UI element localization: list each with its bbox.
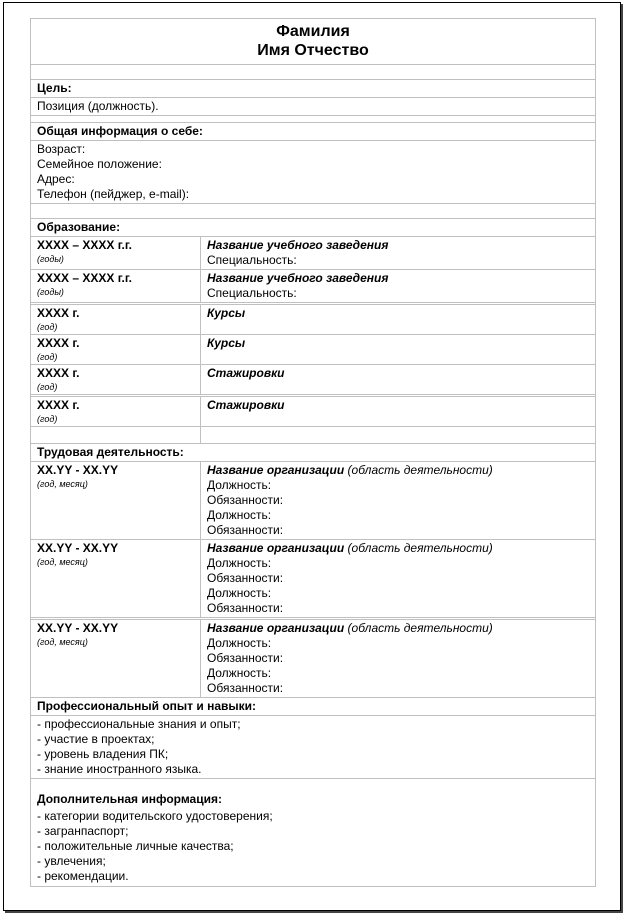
work-period: XX.YY - XX.YY (37, 621, 119, 635)
work-line: Обязанности: (207, 601, 284, 615)
extra-line: - увлечения; (37, 854, 106, 868)
education-row (31, 397, 595, 427)
spacer-row (31, 779, 595, 791)
skills-line: - профессиональные знания и опыт; (37, 717, 241, 731)
edu-period-note: (годы) (37, 254, 64, 264)
edu-title: Стажировки (207, 366, 285, 380)
edu-detail: Специальность: (207, 286, 297, 300)
work-org: Название организации (207, 541, 345, 555)
extra-line: - категории водительского удостоверения; (37, 809, 273, 823)
work-row (31, 540, 595, 620)
work-line: Обязанности: (207, 651, 284, 665)
work-line: Обязанности: (207, 493, 284, 507)
work-line: Должность: (207, 586, 272, 600)
edu-title: Курсы (207, 306, 246, 320)
general-line: Возраст: (37, 142, 86, 156)
general-line: Адрес: (37, 172, 75, 186)
education-row (31, 305, 595, 335)
work-org: Название организации (207, 621, 345, 635)
work-line: Обязанности: (207, 523, 284, 537)
work-period: XX.YY - XX.YY (37, 541, 119, 555)
general-line: Семейное положение: (37, 157, 162, 171)
edu-title: Название учебного заведения (207, 238, 389, 252)
work-line: Должность: (207, 508, 272, 522)
general-lines (31, 141, 595, 204)
general-line: Телефон (пейджер, e-mail): (37, 187, 190, 201)
extra-heading: Дополнительная информация: (37, 792, 222, 806)
edu-title: Название учебного заведения (207, 271, 389, 285)
work-org: Название организации (207, 463, 345, 477)
extra-line: - загранпаспорт; (37, 824, 129, 838)
edu-period: XXXX – XXXX г.г. (37, 238, 132, 252)
edu-title: Курсы (207, 336, 246, 350)
extra-line: - положительные личные качества; (37, 839, 234, 853)
work-line: Должность: (207, 636, 272, 650)
work-heading: Трудовая деятельность: (31, 444, 595, 462)
edu-period: XXXX г. (37, 336, 80, 350)
skills-heading: Профессиональный опыт и навыки: (31, 698, 595, 716)
work-row (31, 620, 595, 698)
education-row (31, 365, 595, 397)
education-row (31, 270, 595, 305)
work-org-note: (область деятельности) (344, 463, 493, 477)
work-period-note: (год, месяц) (37, 479, 88, 489)
edu-title: Стажировки (207, 398, 285, 412)
surname: Фамилия (276, 23, 350, 40)
work-line: Должность: (207, 556, 272, 570)
given-names: Имя Отчество (257, 42, 369, 59)
edu-detail: Специальность: (207, 253, 297, 267)
skills-line: - участие в проектах; (37, 732, 155, 746)
edu-period-note: (год) (37, 414, 58, 424)
spacer-row (31, 65, 595, 80)
edu-period-note: (год) (37, 352, 58, 362)
goal-value: Позиция (должность). (31, 98, 595, 116)
edu-period: XXXX г. (37, 398, 80, 412)
education-row (31, 335, 595, 365)
spacer-row (31, 204, 595, 219)
edu-period: XXXX г. (37, 366, 80, 380)
work-line: Обязанности: (207, 681, 284, 695)
extra-lines (31, 808, 595, 886)
work-org-note: (область деятельности) (344, 541, 493, 555)
education-heading: Образование: (31, 219, 595, 237)
skills-line: - знание иностранного языка. (37, 762, 202, 776)
work-line: Должность: (207, 478, 272, 492)
edu-period-note: (годы) (37, 287, 64, 297)
skills-line: - уровень владения ПК; (37, 747, 169, 761)
general-heading: Общая информация о себе: (31, 123, 595, 141)
work-row (31, 462, 595, 540)
edu-period-note: (год) (37, 322, 58, 332)
resume-table (30, 18, 596, 887)
edu-period: XXXX г. (37, 306, 80, 320)
work-org-note: (область деятельности) (344, 621, 493, 635)
work-period: XX.YY - XX.YY (37, 463, 119, 477)
spacer-row (31, 427, 595, 444)
skills-lines (31, 716, 595, 779)
work-line: Должность: (207, 666, 272, 680)
name-block (31, 19, 595, 65)
work-line: Обязанности: (207, 571, 284, 585)
edu-period-note: (год) (37, 382, 58, 392)
education-row (31, 237, 595, 270)
extra-line: - рекомендации. (37, 869, 129, 883)
work-period-note: (год, месяц) (37, 557, 88, 567)
work-period-note: (год, месяц) (37, 637, 88, 647)
spacer-row (31, 116, 595, 123)
edu-period: XXXX – XXXX г.г. (37, 271, 132, 285)
goal-heading: Цель: (31, 80, 595, 98)
